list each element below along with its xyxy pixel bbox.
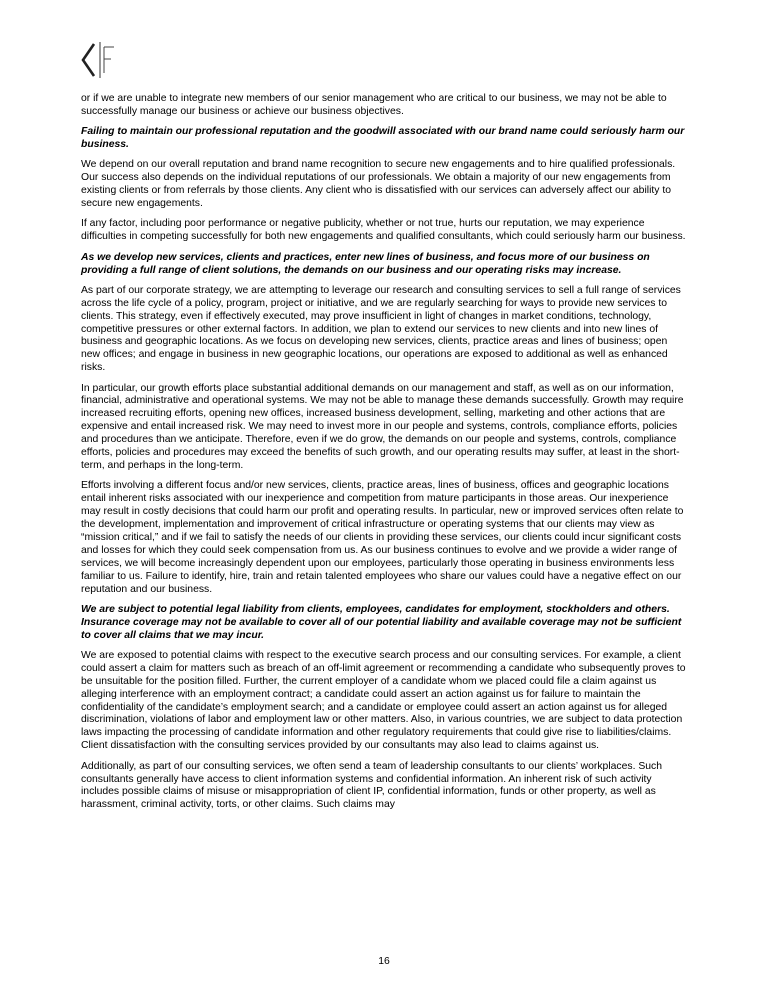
body-paragraph: As part of our corporate strategy, we are attempting to leverage our research and consulting services to sell a full range of services across the life cycle of a policy, program, project or initiative, and we are regularly searching for ways to provide new services to clients. This strategy, even if effectively executed, may prove insufficient in light of changes in market conditions, technology, competitive pressures or other external factors. In addition, we plan to extend our services to new clients and into new lines of business and geographic locations. As we focus on developing new services, clients, practice areas and lines of business; open new offices; and engage in business in new geographic locations, our operations are exposed to additional as well as enhanced risks. bbox=[81, 284, 681, 374]
kf-logo-icon bbox=[80, 40, 116, 80]
body-paragraph: If any factor, including poor performance or negative publicity, whether or not true, hurts our reputation, we may experience difficulties in competing successfully for both new engagements and qualified consultants, which could seriously harm our business. bbox=[81, 218, 686, 243]
body-paragraph: We are exposed to potential claims with respect to the executive search process and our consulting services. For example, a client could assert a claim for matters such as breach of an off-limit agreement or recommending a candidate who subsequently proves to be unsuitable for the position filled. Further, the current employer of a candidate whom we placed could file a claim against us alleging interference with an employment contract; a candidate could assert an action against us for failure to maintain the confidentiality of the candidate’s employment search; and a candidate or employee could assert an action against us for alleged discrimination, violations of labor and employment law or other matters. Also, in various countries, we are subject to data protection laws impacting the processing of candidate information and other regulatory requirements that could give rise to liabilities/claims. Client dissatisfaction with the consulting services provided by our consultants may also lead to claims against us. bbox=[81, 649, 686, 752]
document-body bbox=[81, 93, 689, 820]
risk-heading: Failing to maintain our professional reputation and the goodwill associated with our brand name could seriously harm our business. bbox=[81, 126, 685, 151]
body-paragraph: We depend on our overall reputation and brand name recognition to secure new engagements and to hire qualified professionals. Our success also depends on the individual reputations of our professionals. We obtain a majority of our new engagements from existing clients or from referrals by those clients. Any client who is dissatisfied with our services can adversely affect our ability to secure new engagements. bbox=[81, 159, 676, 210]
risk-heading: As we develop new services, clients and practices, enter new lines of business, and focus more of our business on providing a full range of client solutions, the demands on our business and our operating risks may increase. bbox=[81, 251, 650, 276]
page-number: 16 bbox=[378, 956, 390, 967]
body-paragraph: Additionally, as part of our consulting services, we often send a team of leadership consultants to our clients’ workplaces. Such consultants generally have access to client information systems and confidential information. An inherent risk of such activity includes possible claims of misuse or misappropriation of client IP, confidential information, funds or other property, as well as harassment, criminal activity, torts, or other claims. Such claims may bbox=[81, 760, 663, 811]
body-paragraph: In particular, our growth efforts place substantial additional demands on our management and staff, as well as on our information, financial, administrative and operational systems. We may not be able to manage these demands successfully. Growth may require increased recruiting efforts, opening new offices, increased business development, selling, marketing and other actions that are expensive and entail increased risk. We may need to invest more in our people and systems, controls, compliance efforts, policies and procedures than we anticipate. Therefore, even if we do grow, the demands on our people and systems, controls, compliance efforts, policies and procedures may exceed the benefits of such growth, and our operating results may suffer, at least in the short-term, and perhaps in the long-term. bbox=[81, 382, 684, 471]
body-paragraph: or if we are unable to integrate new members of our senior management who are critical to our business, we may not be able to successfully manage our business or achieve our business objectives. bbox=[81, 93, 667, 117]
risk-heading: We are subject to potential legal liability from clients, employees, candidates for employment, stockholders and others. Insurance coverage may not be available to cover all of our potential liability and available coverage may not be sufficient to cover all claims that we may incur. bbox=[81, 603, 682, 641]
body-paragraph: Efforts involving a different focus and/or new services, clients, practice areas, lines of business, offices and geographic locations entail inherent risks associated with our inexperience and competition from mature participants in those areas. Our inexperience may result in costly decisions that could harm our profit and operating results. In particular, new or improved services often relate to the development, implementation and improvement of critical infrastructure or operating systems that our clients may view as “mission critical,” and if we fail to satisfy the needs of our clients in providing these services, our clients could incur significant costs and losses for which they could seek compensation from us. As our business continues to evolve and we provide a wider range of services, we will become increasingly dependent upon our employees, particularly those operating in business environments less familiar to us. Failure to identify, hire, train and retain talented employees who share our values could have a negative effect on our reputation and our business. bbox=[81, 480, 684, 595]
